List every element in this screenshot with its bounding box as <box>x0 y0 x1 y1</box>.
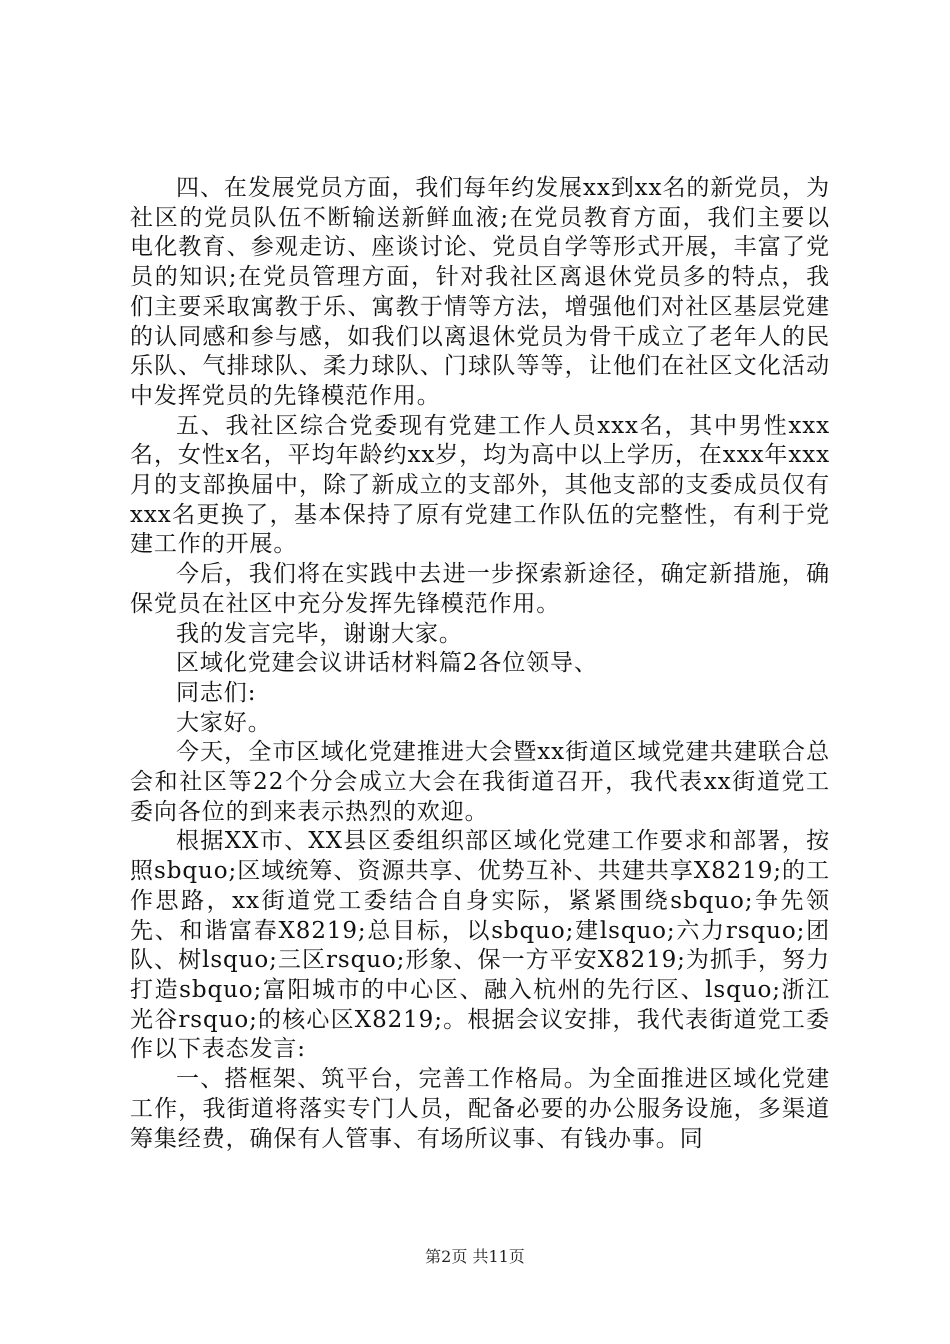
paragraph-closing: 我的发言完毕，谢谢大家。 <box>176 620 463 647</box>
paragraph-party-development: 四、在发展党员方面，我们每年约发展xx到xx名的新党员，为社区的党员队伍不断输送新鲜血液;在党员教育方面，我们主要以电化教育、参观走访、座谈讨论、党员自学等形式开展，丰富了党员的知识;在党员管理方面，针对我社区离退休党员多的特点，我们主要采取寓教于乐、寓教于情等方法，增强他们对社区基层党建的认同感和参与感，如我们以离退休党员为骨干成立了老年人的民乐队、气排球队、柔力球队、门球队等等，让他们在社区文化活动中发挥党员的先锋模范作用。 <box>130 175 830 409</box>
paragraph-section-heading: 区域化党建会议讲话材料篇2各位领导、 <box>176 650 598 677</box>
paragraph-welcome: 今天，全市区域化党建推进大会暨xx街道区域党建共建联合总会和社区等22个分会成立大会在我街道召开，我代表xx街道党工委向各位的到来表示热烈的欢迎。 <box>130 739 830 825</box>
paragraph-framework: 一、搭框架、筑平台，完善工作格局。为全面推进区域化党建工作，我街道将落实专门人员，配备必要的办公服务设施，多渠道筹集经费，确保有人管事、有场所议事、有钱办事。同 <box>130 1066 830 1152</box>
paragraph-salutation: 同志们: <box>176 679 257 706</box>
page-number-footer: 第2页 共11页 <box>425 1247 525 1266</box>
document-body <box>130 174 830 1154</box>
paragraph-party-staff: 五、我社区综合党委现有党建工作人员xxx名，其中男性xxx名，女性x名，平均年龄约xx岁，均为高中以上学历，在xxx年xxx月的支部换届中，除了新成立的支部外，其他支部的支委成员仅有xxx名更换了，基本保持了原有党建工作队伍的完整性，有利于党建工作的开展。 <box>130 412 830 558</box>
paragraph-work-approach: 根据XX市、XX县区委组织部区域化党建工作要求和部署，按照sbquo;区域统筹、资源共享、优势互补、共建共享X8219;的工作思路，xx街道党工委结合自身实际，紧紧围绕sbquo;争先领先、和谐富春X8219;总目标，以sbquo;建lsquo;六力rsquo;团队、树lsquo;三区rsquo;形象、保一方平安X8219;为抓手，努力打造sbquo;富阳城市的中心区、融入杭州的先行区、lsquo;浙江光谷rsquo;的核心区X8219;。根据会议安排，我代表街道党工委作以下表态发言: <box>130 828 830 1063</box>
paragraph-greeting: 大家好。 <box>176 709 272 736</box>
paragraph-future-plans: 今后，我们将在实践中去进一步探索新途径，确定新措施，确保党员在社区中充分发挥先锋模范作用。 <box>130 561 830 617</box>
